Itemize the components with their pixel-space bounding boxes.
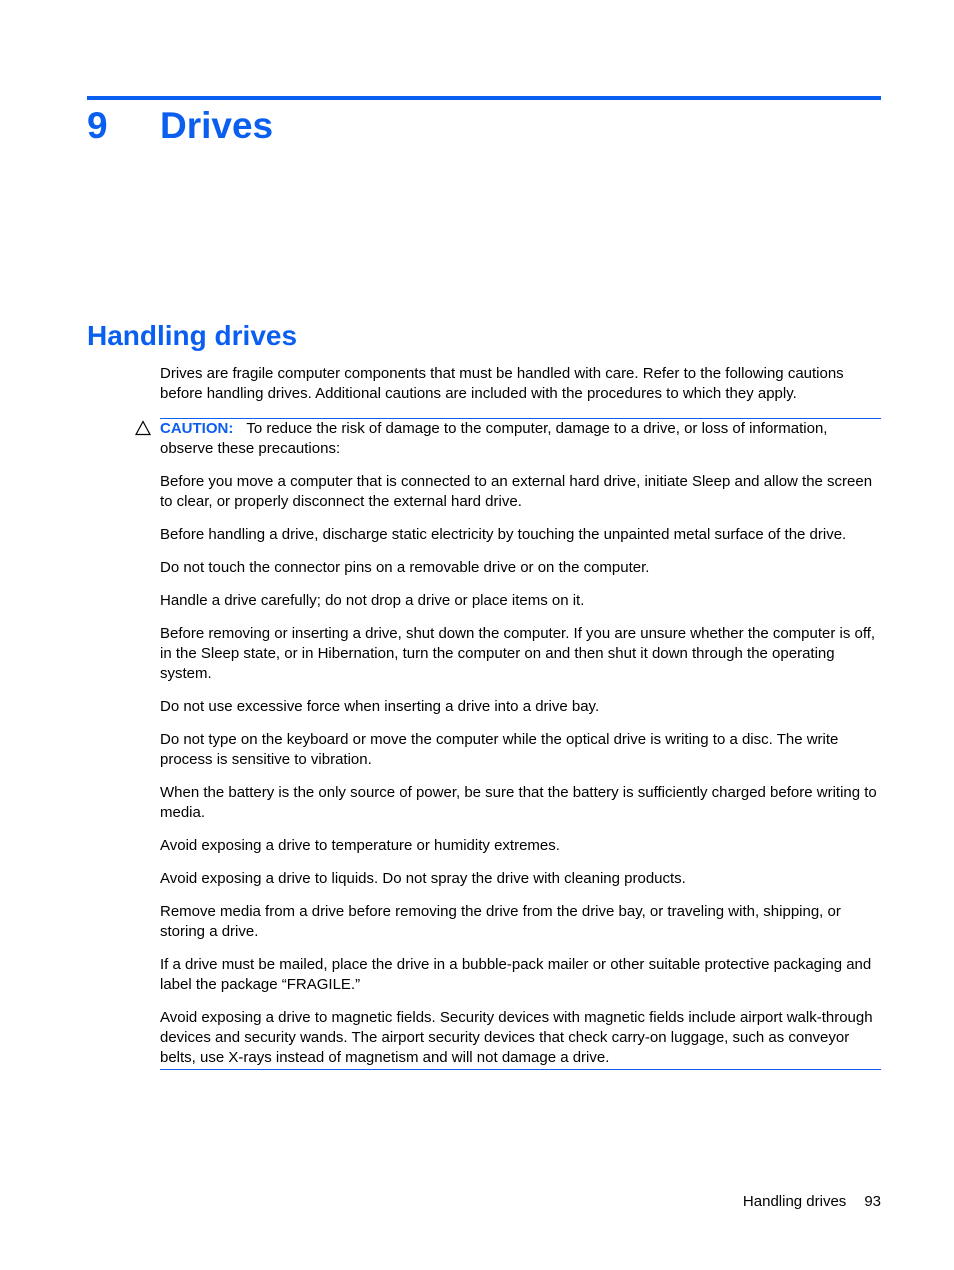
chapter-title: Drives xyxy=(160,105,274,146)
caution-item: Before handling a drive, discharge static electricity by touching the unpainted metal surface of the drive. xyxy=(160,526,847,543)
caution-item: Avoid exposing a drive to temperature or humidity extremes. xyxy=(160,837,560,854)
section-heading: Handling drives xyxy=(87,320,298,351)
caution-item: Remove media from a drive before removing the drive from the drive bay, or traveling with, shipping, or storing a drive. xyxy=(160,903,841,940)
chapter-number: 9 xyxy=(87,105,108,146)
caution-block xyxy=(160,418,881,1070)
caution-item: Before you move a computer that is connected to an external hard drive, initiate Sleep and allow the screen to clear, or properly disconnect the external hard drive. xyxy=(160,473,873,510)
chapter-heading xyxy=(87,101,273,151)
caution-item: If a drive must be mailed, place the drive in a bubble-pack mailer or other suitable protective packaging and label the package “FRAGILE.” xyxy=(160,956,872,993)
caution-item: Handle a drive carefully; do not drop a drive or place items on it. xyxy=(160,592,585,609)
caution-item: Before removing or inserting a drive, shut down the computer. If you are unsure whether the computer is off, in the Sleep state, or in Hibernation, turn the computer on and then shut it down through the operating system. xyxy=(160,625,876,682)
caution-item: Avoid exposing a drive to liquids. Do not spray the drive with cleaning products. xyxy=(160,870,686,887)
caution-lead xyxy=(160,419,881,459)
caution-label: CAUTION: xyxy=(160,420,234,437)
caution-triangle-icon xyxy=(135,420,151,436)
page-footer xyxy=(743,1192,881,1212)
chapter-rule xyxy=(87,96,881,100)
caution-item: Do not touch the connector pins on a removable drive or on the computer. xyxy=(160,559,650,576)
caution-item: Avoid exposing a drive to magnetic fields. Security devices with magnetic fields include airport walk-through devices and security wands. The airport security devices that check carry-on luggage, such as conveyor belts, use X-rays instead of magnetism and will not damage a drive. xyxy=(160,1009,873,1066)
caution-lead-text: To reduce the risk of damage to the computer, damage to a drive, or loss of information, observe these precautions: xyxy=(160,420,828,457)
page-number: 93 xyxy=(864,1193,881,1210)
caution-item: Do not use excessive force when inserting a drive into a drive bay. xyxy=(160,698,600,715)
caution-item: Do not type on the keyboard or move the computer while the optical drive is writing to a disc. The write process is sensitive to vibration. xyxy=(160,731,839,768)
caution-item: When the battery is the only source of power, be sure that the battery is sufficiently charged before writing to media. xyxy=(160,784,877,821)
footer-section-title: Handling drives xyxy=(742,1193,847,1210)
intro-paragraph: Drives are fragile computer components that must be handled with care. Refer to the following cautions before handling drives. Additional cautions are included with the procedures to which they apply. xyxy=(160,365,844,402)
